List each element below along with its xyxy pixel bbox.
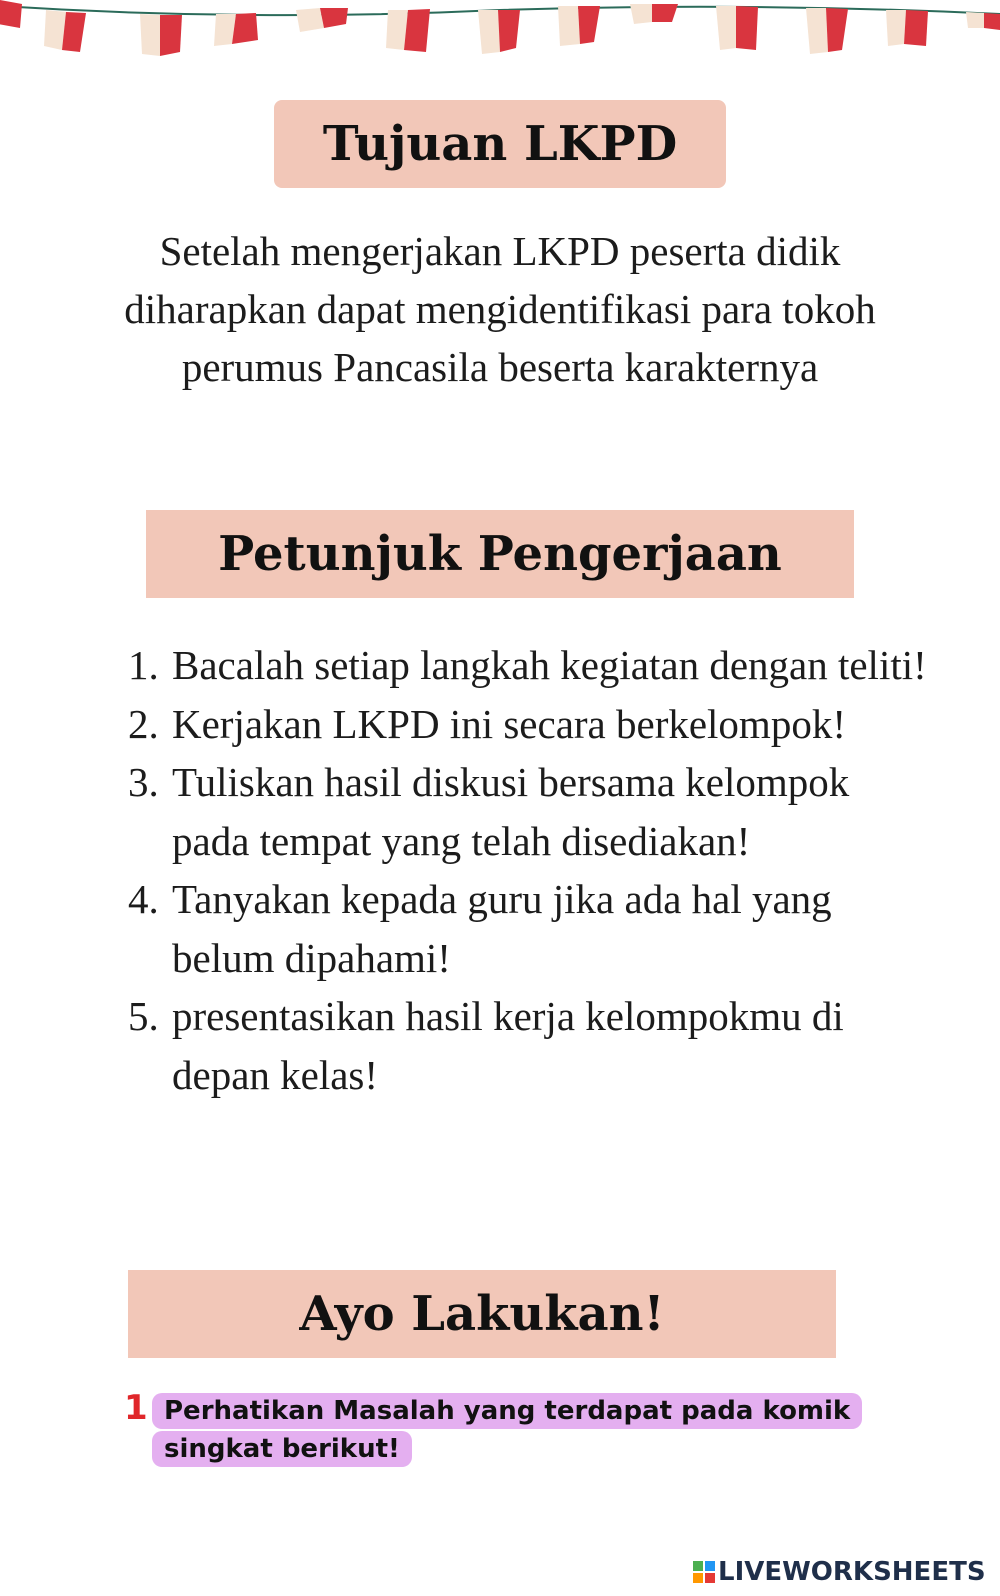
step-number: 4.: [128, 876, 159, 922]
step-text: Bacalah setiap langkah kegiatan dengan teliti!: [172, 642, 927, 688]
task-instruction-highlight: Perhatikan Masalah yang terdapat pada komik singkat berikut!: [152, 1393, 862, 1467]
step-number: 5.: [128, 993, 159, 1039]
liveworksheets-logo-icon: [692, 1560, 716, 1584]
step-text: Tanyakan kepada guru jika ada hal yang belum dipahami!: [172, 876, 832, 981]
step-number: 3.: [128, 759, 159, 805]
brand-name: LIVEWORKSHEETS: [718, 1557, 986, 1587]
liveworksheets-brand[interactable]: [692, 1556, 986, 1588]
step-text: Tuliskan hasil diskusi bersama kelompok pada tempat yang telah disediakan!: [172, 759, 850, 864]
activity-section-title: Ayo Lakukan!: [128, 1270, 836, 1358]
task-number: 1: [124, 1388, 148, 1428]
instructions-section-title: Petunjuk Pengerjaan: [146, 510, 854, 598]
goal-description: Setelah mengerjakan LKPD peserta didik diharapkan dapat mengidentifikasi para tokoh perumus Pancasila beserta karakternya: [124, 228, 876, 390]
step-number: 1.: [128, 642, 159, 688]
list-item: [130, 636, 930, 695]
bunting-flags-icon: [0, 0, 1000, 70]
list-item: [130, 753, 930, 870]
step-text: Kerjakan LKPD ini secara berkelompok!: [172, 700, 846, 747]
list-item: [130, 987, 930, 1104]
list-item: [130, 870, 930, 987]
instructions-list: [130, 636, 930, 1104]
task-instruction: [152, 1392, 942, 1468]
list-item: [130, 695, 930, 754]
step-text: presentasikan hasil kerja kelompokmu di depan kelas!: [172, 993, 844, 1098]
step-number: 2.: [128, 700, 159, 747]
goal-section-title: Tujuan LKPD: [274, 100, 726, 188]
